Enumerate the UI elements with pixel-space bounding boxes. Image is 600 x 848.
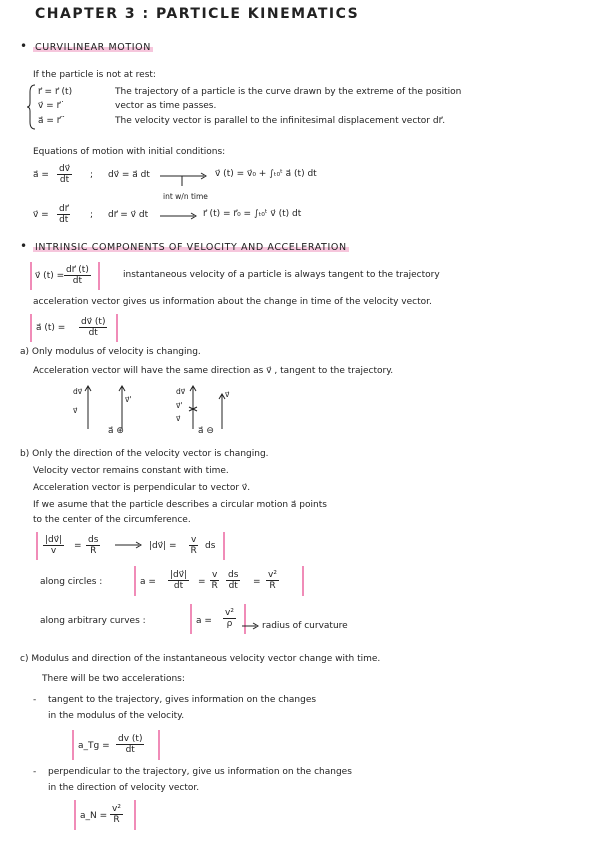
radius-curvature-note: radius of curvature — [262, 621, 348, 631]
case-c-intro: There will be two accelerations: — [42, 674, 185, 684]
circle-frac-4 — [266, 570, 279, 591]
frac-num: ds — [228, 570, 239, 580]
semicolon: ; — [90, 170, 94, 180]
a-eq-fraction — [57, 164, 72, 185]
bullet: • — [20, 39, 28, 53]
arrow-right-icon — [160, 214, 200, 222]
def-velocity: v⃗ = r⃗˙ — [38, 101, 65, 111]
label-dv: dv⃗ — [73, 387, 83, 396]
frac-num: v² — [268, 570, 277, 580]
v-box-fraction — [64, 265, 91, 286]
section-heading-curvilinear: CURVILINEAR MOTION — [35, 42, 151, 53]
bullet: • — [20, 239, 28, 253]
system-brace — [27, 84, 37, 130]
equals: = — [253, 577, 261, 587]
frac-den: dt — [59, 175, 70, 185]
circle-frac-3 — [226, 570, 240, 591]
v-eq-fraction — [57, 204, 70, 225]
dr-eq: dr⃗ = v⃗ dt — [108, 210, 149, 220]
dash: - — [33, 767, 37, 777]
section-heading-intrinsic: INTRINSIC COMPONENTS OF VELOCITY AND ACCELERATION — [35, 242, 347, 253]
perpendicular-line2: in the direction of velocity vector. — [48, 783, 200, 793]
equals: = — [198, 577, 206, 587]
circle-a-label: a = — [140, 577, 156, 587]
frac-den: dt — [59, 215, 69, 225]
arrow-right-icon — [160, 174, 210, 188]
circle-frac-2 — [210, 570, 219, 591]
dv-over-v — [43, 535, 64, 556]
a-box-label: a⃗ (t) = — [36, 323, 66, 333]
equals: = — [74, 541, 82, 551]
integrate-note: int w/n time — [163, 192, 208, 201]
arrow-right-icon — [242, 622, 262, 630]
frac-den: R — [113, 815, 120, 825]
label-dv-2: dv⃗ — [176, 387, 186, 396]
frac-num: dr⃗ (t) — [66, 265, 89, 275]
v-eq-label: v⃗ = — [33, 210, 49, 220]
frac-num: |dv⃗| — [45, 535, 63, 545]
trajectory-description-cont: vector as time passes. — [115, 101, 217, 111]
an-label: a_N = — [80, 811, 108, 821]
r-of-t-eq: r⃗ (t) = r⃗₀ = ∫ₜ₀ᵗ v⃗ (t) dt — [203, 209, 302, 219]
case-b-heading: b) Only the direction of the velocity vector is changing. — [20, 449, 269, 459]
frac-num: dr⃗ — [59, 204, 69, 214]
frac-den: dt — [88, 328, 98, 338]
label-v-prime: v⃗' — [125, 395, 132, 404]
case-b-line2: Acceleration vector is perpendicular to vector v⃗. — [33, 483, 251, 493]
tangent-line1: tangent to the trajectory, gives information on the changes — [48, 695, 317, 705]
v-over-r — [189, 535, 198, 556]
not-at-rest-text: If the particle is not at rest: — [33, 70, 156, 80]
perpendicular-line1: perpendicular to the trajectory, give us information on the changes — [48, 767, 352, 777]
dash: - — [33, 695, 37, 705]
an-fraction — [110, 804, 123, 825]
along-arbitrary-label: along arbitrary curves : — [40, 616, 146, 626]
label-v-2: v⃗ — [176, 414, 181, 423]
frac-den: dt — [72, 276, 83, 286]
circle-frac-1 — [168, 570, 189, 591]
equations-header: Equations of motion with initial conditions: — [33, 147, 226, 157]
frac-den: v — [50, 546, 57, 556]
frac-num: ds — [88, 535, 99, 545]
frac-num: dv⃗ — [59, 164, 71, 174]
frac-num: dv⃗ (t) — [81, 317, 106, 327]
arb-fraction — [223, 608, 236, 629]
trajectory-description: The trajectory of a particle is the curve drawn by the extreme of the position — [115, 87, 462, 97]
semicolon: ; — [90, 210, 94, 220]
v-box-label: v⃗ (t) = — [35, 271, 65, 281]
velocity-diagram — [60, 383, 250, 435]
label-v-prime-2: v⃗' — [176, 401, 183, 410]
case-a-heading: a) Only modulus of velocity is changing. — [20, 347, 201, 357]
dv-eq: dv⃗ = a⃗ dt — [108, 170, 150, 180]
frac-num: v — [212, 570, 218, 580]
frac-den: dt — [173, 581, 184, 591]
atg-fraction — [116, 734, 144, 755]
case-a-description: Acceleration vector will have the same direction as v⃗ , tangent to the trajectory. — [33, 366, 394, 376]
frac-den: dt — [228, 581, 238, 591]
velocity-parallel-description: The velocity vector is parallel to the infinitesimal displacement vector dr⃗. — [115, 116, 446, 126]
page-title: CHAPTER 3 : PARTICLE KINEMATICS — [35, 6, 360, 22]
frac-num: v² — [225, 608, 234, 618]
arb-a-label: a = — [196, 616, 212, 626]
acceleration-description: acceleration vector gives us information about the change in time of the velocity vector. — [33, 297, 432, 307]
frac-num: dv (t) — [118, 734, 143, 744]
arrow-right-icon — [115, 541, 145, 549]
dv-abs-eq: |dv⃗| = — [149, 541, 177, 551]
velocity-tangent-text: instantaneous velocity of a particle is always tangent to the trajectory — [123, 270, 440, 280]
frac-den: R — [190, 546, 197, 556]
v-of-t-eq: v⃗ (t) = v⃗₀ + ∫ₜ₀ᵗ a⃗ (t) dt — [215, 169, 317, 179]
def-acceleration: a⃗ = r⃗¨ — [38, 116, 65, 126]
frac-den: R — [211, 581, 218, 591]
a-box-fraction — [79, 317, 107, 338]
frac-num: |dv⃗| — [170, 570, 188, 580]
frac-den: R — [269, 581, 276, 591]
a-negative-label: a⃗ ⊖ — [198, 426, 214, 436]
frac-den: dt — [125, 745, 135, 755]
frac-num: v² — [112, 804, 121, 814]
ds-factor: ds — [205, 541, 216, 551]
tangent-line2: in the modulus of the velocity. — [48, 711, 185, 721]
case-b-line4: to the center of the circumference. — [33, 515, 191, 525]
atg-label: a_Tg = — [78, 741, 110, 751]
along-circles-label: along circles : — [40, 577, 103, 587]
def-position: r⃗ = r⃗ (t) — [38, 87, 73, 97]
case-c-heading: c) Modulus and direction of the instantaneous velocity vector change with time. — [20, 654, 381, 664]
case-b-line1: Velocity vector remains constant with time. — [33, 466, 229, 476]
label-v-3: v⃗ — [225, 390, 230, 399]
label-v: v⃗ — [73, 406, 78, 415]
a-positive-label: a⃗ ⊕ — [108, 426, 124, 436]
case-b-line3: If we asume that the particle describes a circular motion a⃗ points — [33, 500, 327, 510]
ds-over-r — [86, 535, 100, 556]
frac-den: R — [90, 546, 97, 556]
frac-num: v — [191, 535, 197, 545]
a-eq-label: a⃗ = — [33, 170, 49, 180]
frac-den: ρ — [226, 619, 233, 629]
